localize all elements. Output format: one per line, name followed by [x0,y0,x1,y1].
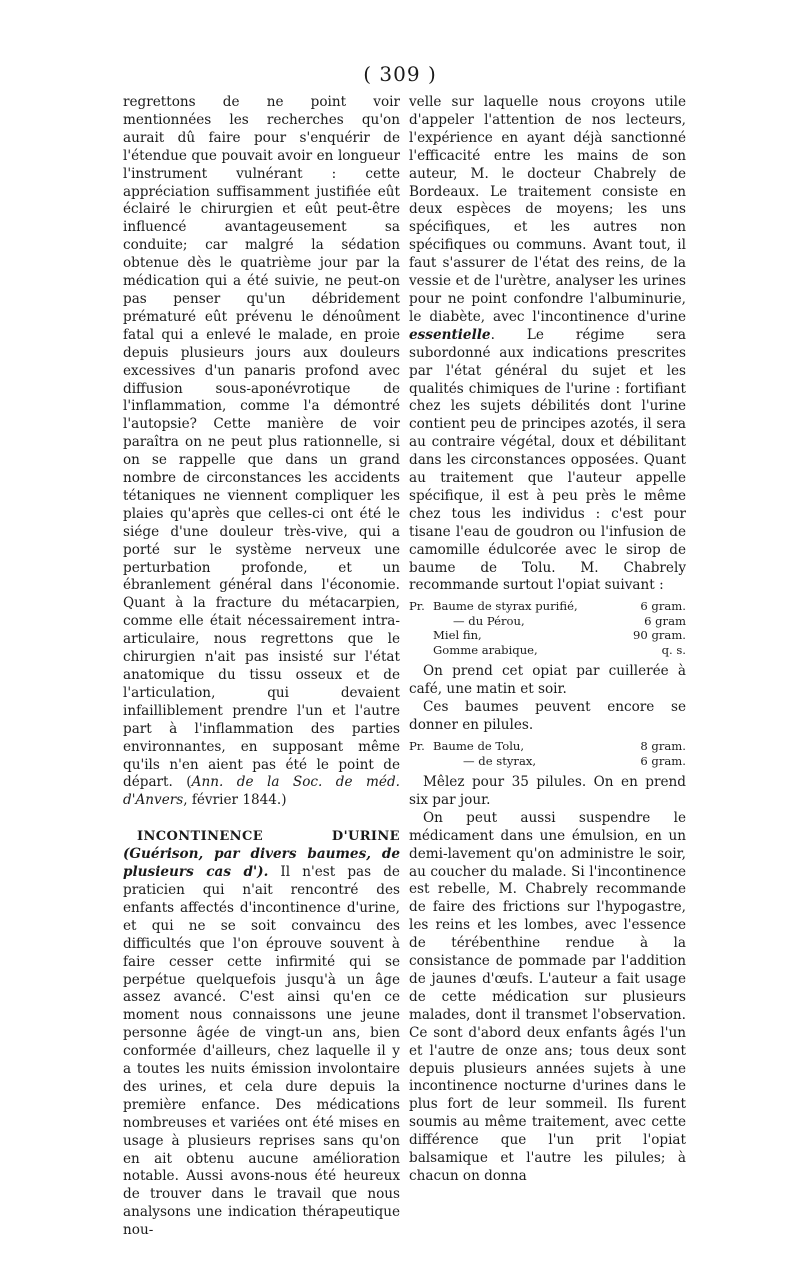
recipe-prefix [409,614,433,629]
paragraph-text: regrettons de ne point voir mentionnées les recherches qu'on aurait dû faire pour s'enquérir de l'étendue que pouvait avoir en longueur l'instrument vulnérant : cette appréciation suffisamment justifiée eût éclairé le chirurgien et eût peut-être influencé avantageusement sa conduite; car malgré la sédation obtenue dès le quatrième jour par la médication qui a été suivie, ne peut-on pas penser qu'un débridement prématuré eût prévenu le dénoûment fatal qui a enlevé le malade, en proie depuis plusieurs jours aux douleurs excessives d'un panaris profond avec diffusion sous-aponévrotique de l'inflammation, comme l'a démontré l'autopsie? Cette manière de voir paraîtra on ne peut plus rationnelle, si on se rappelle que dans un grand nombre de circonstances les accidents tétaniques ne viennent compliquer les plaies qu'après que celles-ci ont été le siége d'une douleur très-vive, qui a porté sur le système nerveux une perturbation profonde, et un ébranlement général dans l'économie. Quant à la fracture du métacarpien, comme elle était nécessairement intra-articulaire, nous regrettons que le chirurgien n'ait pas insisté sur l'état anatomique du tissu osseux et de l'articulation, qui devaient infailliblement prendre l'un et l'autre part à l'inflammation des parties environnantes, en supposant même qu'ils n'en aient pas été le point de départ. ( [123,94,400,791]
section-heading: INCONTINENCE D'URINE [137,829,400,845]
body-paragraph [123,94,400,810]
recipe-row [409,643,686,658]
recipe-qty: 8 gram. [640,739,686,753]
recipe-table [409,739,686,768]
recipe-prefix [409,628,433,643]
emphasis-text: essentielle [409,326,491,343]
body-paragraph: On peut aussi suspendre le médicament dans une émulsion, en un demi-lavement qu'on administre le soir, au coucher du malade. Si l'incontinence est rebelle, M. Chabrely recommande de faire des frictions sur l'hypogastre, les reins et les lombes, avec l'essence de térébenthine rendue à la consistance de pommade par l'addition de jaunes d'œufs. L'auteur a fait usage de cette médication sur plusieurs malades, dont il transmet l'observation. Ce sont d'abord deux enfants âgés l'un et l'autre de onze ans; tous deux sont depuis plusieurs années sujets à une incontinence nocturne d'urines dans le plus fort de leur sommeil. Ils furent soumis au même traitement, avec cette différence que l'un prit l'opiat balsamique et l'autre les pilules; à chacun on donna [409,809,686,1184]
recipe-prefix: Pr. [409,599,425,614]
recipe-prefix: Pr. [409,739,425,753]
body-paragraph: Ces baumes peuvent encore se donner en pilules. [409,699,686,734]
recipe-qty: 90 gram. [633,628,686,643]
recipe-item: Gomme arabique, [433,642,538,657]
citation-tail: , février 1844.) [183,792,287,809]
recipe-row [409,739,686,754]
body-paragraph: On prend cet opiat par cuillerée à café, une matin et soir. [409,663,686,698]
page-number: ( 309 ) [363,62,437,86]
section-subtitle: (Guérison, par divers baumes, de plusieurs cas d'). [123,846,400,881]
recipe-qty: 6 gram [644,613,686,628]
recipe-item: Baume de styrax purifié, [433,599,578,614]
recipe-row [409,599,686,614]
recipe-row [409,754,686,769]
citation: Ann. de la Soc. de méd. d'Anvers [123,774,400,809]
section-paragraph [123,828,400,1240]
paragraph-text: . Le régime sera subordonné aux indications prescrites par l'état général du sujet et les qualités chimiques de l'urine : fortifiant chez les sujets débilités dont l'urine contient peu de principes azotés, il sera au contraire végétal, doux et débilitant dans les circonstances opposées. Quant au traitement que l'auteur appelle spécifique, il est à peu près le même chez tous les individus : c'est pour tisane l'eau de goudron ou l'infusion de camomille édulcorée avec le sirop de baume de Tolu. M. Chabrely recommande surtout l'opiat suivant : [409,326,686,594]
left-column [123,94,400,1240]
recipe-table [409,599,686,657]
recipe-prefix [409,754,433,769]
paragraph-text: velle sur laquelle nous croyons utile d'appeler l'attention de nos lecteurs, l'expérience en ayant déjà sanctionné l'efficacité entre les mains de son auteur, M. le docteur Chabrely de Bordeaux. Le traitement consiste en deux espèces de moyens; les uns spécifiques, et les autres non spécifiques ou communs. Avant tout, il faut s'assurer de l'état des reins, de la vessie et de l'urètre, analyser les urines pour ne point confondre l'albuminurie, le diabète, avec l'incontinence d'urine [409,94,686,325]
recipe-item: Baume de Tolu, [433,739,525,753]
recipe-item: Miel fin, [433,628,482,643]
recipe-item: — du Pérou, [453,613,525,628]
recipe-qty: q. s. [661,642,686,657]
recipe-qty: 6 gram. [640,599,686,614]
right-column [409,94,686,1186]
paragraph-text: Il n'est pas de praticien qui n'ait rencontré des enfants affectés d'incontinence d'urine, et qui ne se soit convaincu des difficultés que l'on éprouve souvent à faire cesser cette infirmité qui se perpétue quelquefois jusqu'à un âge assez avancé. C'est ainsi qu'en ce moment nous connaissons une jeune personne âgée de vingt-un ans, bien conformée d'ailleurs, chez laquelle il y a toutes les nuits émission involontaire des urines, et cela dure depuis la première enfance. Des médications nombreuses et variées ont été mises en usage à plusieurs reprises sans qu'on en ait obtenu aucune amélioration notable. Aussi avons-nous été heureux de trouver dans le travail que nous analysons une indication thérapeutique nou- [123,864,400,1239]
recipe-qty: 6 gram. [640,753,686,768]
recipe-row [409,614,686,629]
recipe-item: — de styrax, [463,753,537,768]
body-paragraph: Mêlez pour 35 pilules. On en prend six par jour. [409,774,686,808]
recipe-row [409,628,686,643]
recipe-prefix [409,643,433,658]
body-paragraph [409,94,686,595]
